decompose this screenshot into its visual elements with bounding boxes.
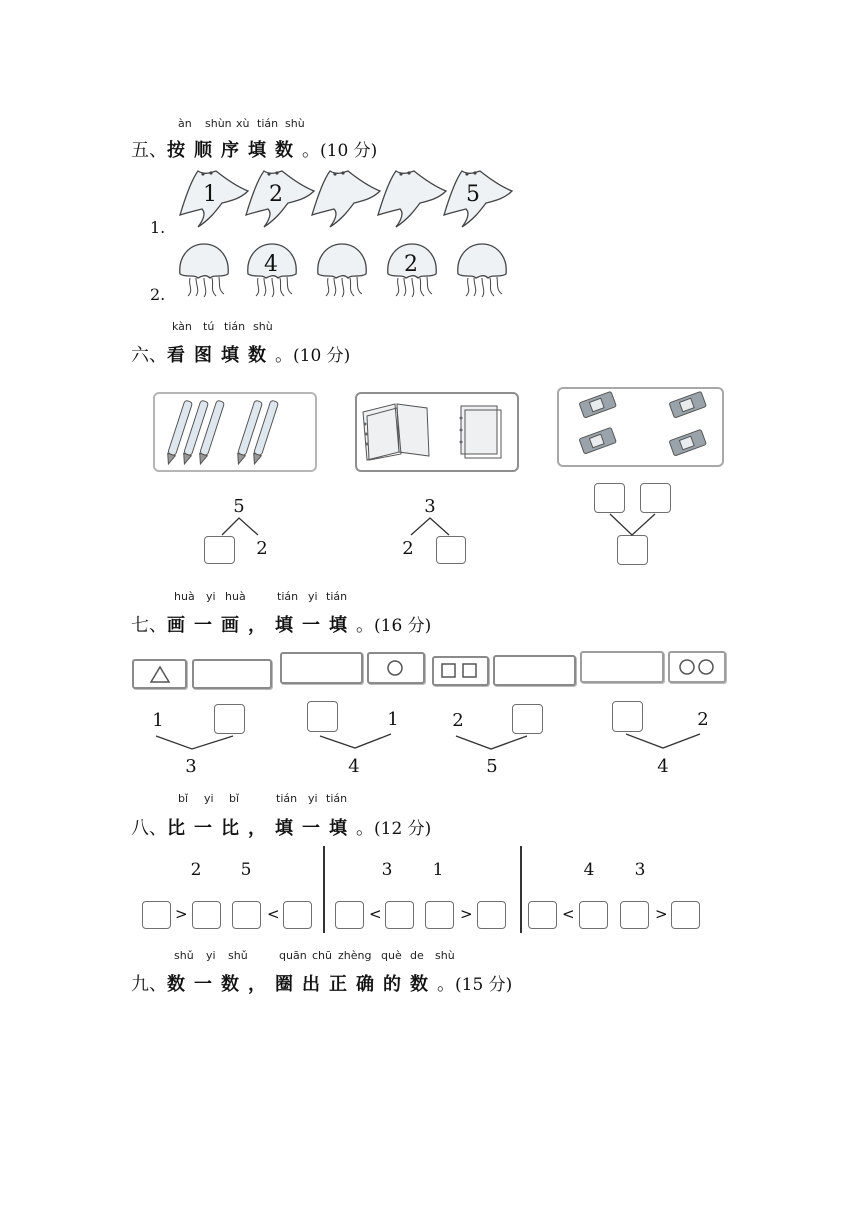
sec8-heading xyxy=(131,814,431,840)
pinyin: shùn xyxy=(205,117,232,130)
answer-box[interactable] xyxy=(528,901,557,929)
section-points: (12 分) xyxy=(374,819,432,839)
section-number: 七、 xyxy=(131,615,167,636)
square-icon xyxy=(434,658,487,684)
pinyin: yi xyxy=(206,949,216,962)
pinyin: chū xyxy=(312,949,332,962)
answer-box[interactable] xyxy=(335,901,364,929)
answer-box[interactable] xyxy=(385,901,414,929)
section-points: (16 分) xyxy=(374,616,432,636)
sec7-heading xyxy=(131,611,431,637)
triangle-icon xyxy=(134,661,185,687)
pinyin: huà xyxy=(174,590,195,603)
punctuation: 。 xyxy=(437,974,455,995)
total-number: 4 xyxy=(657,756,669,777)
pinyin: yi xyxy=(204,792,214,805)
compare-symbol: < xyxy=(267,905,280,923)
compare-symbol: < xyxy=(562,905,575,923)
compare-number: 5 xyxy=(240,860,252,880)
pinyin: tián xyxy=(276,792,298,805)
tree-left-number: 2 xyxy=(402,538,414,559)
section-number: 六、 xyxy=(131,345,167,366)
divider xyxy=(520,846,522,933)
pinyin: shǔ xyxy=(228,949,248,962)
tree-top-number: 5 xyxy=(233,496,245,517)
circle-icon xyxy=(369,654,423,682)
section-points: (10 分) xyxy=(320,141,378,161)
jellyfish-number: 2 xyxy=(404,252,418,277)
pinyin: zhèng xyxy=(338,949,372,962)
pinyin: àn xyxy=(178,117,192,130)
compare-symbol: < xyxy=(369,905,382,923)
pinyin: tián xyxy=(224,320,246,333)
circle-icon xyxy=(670,653,724,681)
part-number: 1 xyxy=(387,709,399,730)
section-title: 画一画，填一填 xyxy=(167,615,356,636)
sec9-heading xyxy=(131,970,512,996)
compare-symbol: > xyxy=(175,905,188,923)
pinyin: shǔ xyxy=(174,949,194,962)
pinyin: tú xyxy=(203,320,215,333)
answer-box[interactable] xyxy=(232,901,261,929)
manta-number: 2 xyxy=(269,182,283,207)
total-number: 3 xyxy=(185,756,197,777)
answer-box[interactable] xyxy=(671,901,700,929)
compare-number: 4 xyxy=(583,860,595,880)
pinyin: kàn xyxy=(172,320,192,333)
empty-draw-box[interactable] xyxy=(192,659,272,689)
punctuation: 。 xyxy=(275,345,293,366)
pinyin: què xyxy=(381,949,402,962)
part-number: 2 xyxy=(452,710,464,731)
part-number: 1 xyxy=(152,710,164,731)
pinyin: tián xyxy=(257,117,279,130)
punctuation: 。 xyxy=(356,818,374,839)
section-title: 按顺序填数 xyxy=(167,140,302,161)
pinyin: shù xyxy=(435,949,455,962)
pinyin: yi xyxy=(206,590,216,603)
section-points: (10 分) xyxy=(293,346,351,366)
tree-top-number: 3 xyxy=(424,496,436,517)
triangle-box xyxy=(132,659,187,689)
section-number: 五、 xyxy=(131,140,167,161)
answer-box[interactable] xyxy=(620,901,649,929)
row-label: 1. xyxy=(150,218,166,237)
decomposition-lines xyxy=(0,690,860,760)
pinyin: bǐ xyxy=(178,792,189,805)
pinyin: yi xyxy=(308,590,318,603)
pinyin: xù xyxy=(236,117,250,130)
answer-box[interactable] xyxy=(142,901,171,929)
punctuation: 。 xyxy=(302,140,320,161)
section-points: (15 分) xyxy=(455,975,513,995)
row-label: 2. xyxy=(150,285,166,304)
answer-box[interactable] xyxy=(192,901,221,929)
section-number: 九、 xyxy=(131,974,167,995)
manta-number: 5 xyxy=(466,182,480,207)
tree-right-number: 2 xyxy=(256,538,268,559)
pinyin: tián xyxy=(277,590,299,603)
divider xyxy=(323,846,325,933)
compare-symbol: > xyxy=(655,905,668,923)
circles-box xyxy=(668,651,726,683)
answer-box[interactable] xyxy=(477,901,506,929)
compare-number: 1 xyxy=(432,860,444,880)
pinyin: tián xyxy=(326,792,348,805)
answer-box[interactable] xyxy=(579,901,608,929)
section-title: 看图填数 xyxy=(167,345,275,366)
tree-lines xyxy=(0,0,860,600)
compare-symbol: > xyxy=(460,905,473,923)
section-title: 比一比，填一填 xyxy=(167,818,356,839)
pinyin: huà xyxy=(225,590,246,603)
section-title: 数一数，圈出正确的数 xyxy=(167,974,437,995)
total-number: 5 xyxy=(486,756,498,777)
section-number: 八、 xyxy=(131,818,167,839)
empty-draw-box[interactable] xyxy=(280,652,363,684)
empty-draw-box[interactable] xyxy=(580,651,664,683)
pinyin: shù xyxy=(285,117,305,130)
empty-draw-box[interactable] xyxy=(493,655,576,686)
compare-number: 3 xyxy=(634,860,646,880)
circle-box xyxy=(367,652,425,684)
total-number: 4 xyxy=(348,756,360,777)
compare-number: 2 xyxy=(190,860,202,880)
answer-box[interactable] xyxy=(283,901,312,929)
part-number: 2 xyxy=(697,709,709,730)
compare-number: 3 xyxy=(381,860,393,880)
pinyin: yi xyxy=(308,792,318,805)
pinyin: quān xyxy=(279,949,307,962)
answer-box[interactable] xyxy=(425,901,454,929)
punctuation: 。 xyxy=(356,615,374,636)
squares-box xyxy=(432,656,489,686)
pinyin: tián xyxy=(326,590,348,603)
jellyfish-number: 4 xyxy=(264,252,278,277)
manta-number: 1 xyxy=(203,182,217,207)
pinyin: de xyxy=(410,949,424,962)
pinyin: shù xyxy=(253,320,273,333)
pinyin: bǐ xyxy=(229,792,240,805)
